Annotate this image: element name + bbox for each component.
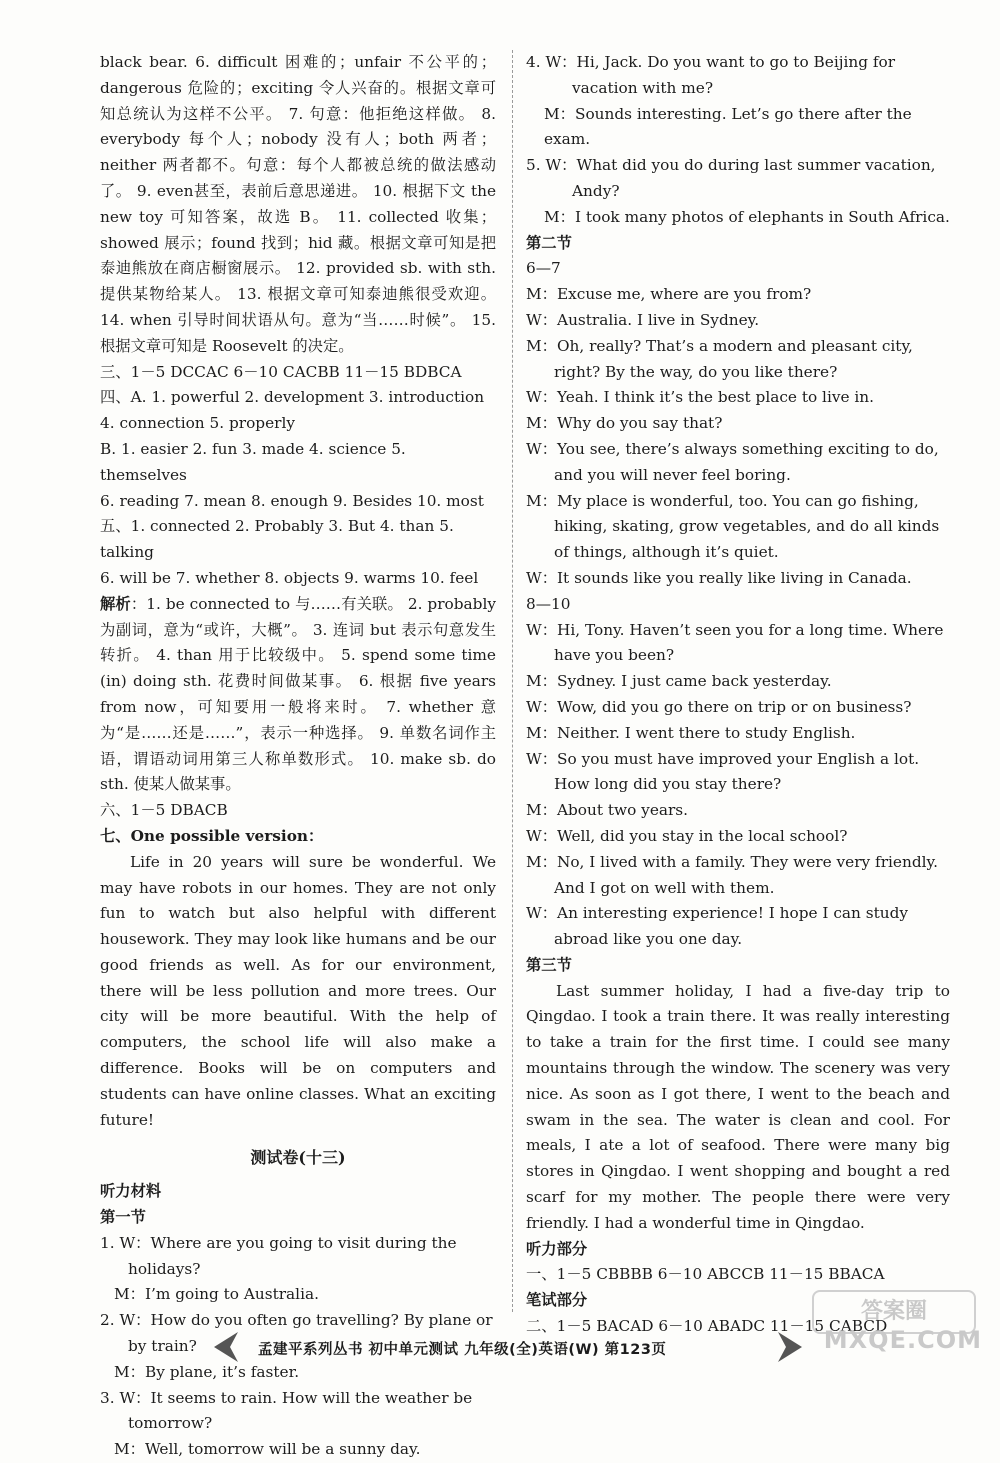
written-part-label: 笔试部分 bbox=[526, 1291, 588, 1310]
essay-text: Life in 20 years will sure be wonderful. We may have robots in our homes. They are not only fun to watch but also helpful with different housework. They may look like humans and be our good friends as well. As for our environment, there will be less pollution and more trees. Our city will be more beautiful. With the help of computers, the school life will also make a difference. Books will be on computers and students can have online classes. What an exciting future! bbox=[100, 852, 496, 1129]
dialog-line: M：My place is wonderful, too. You can go fishing, hiking, skating, grow vegetables, and do all kinds of things, although it’s quiet. bbox=[526, 491, 940, 562]
dialog-line: W：You see, there’s always something exciting to do, and you will never feel boring. bbox=[526, 439, 939, 484]
listening-part-label: 听力部分 bbox=[526, 1239, 588, 1258]
section-1-label: 第一节 bbox=[100, 1208, 146, 1227]
section-3-label: 第三节 bbox=[526, 955, 572, 974]
section-2-label: 第二节 bbox=[526, 233, 572, 252]
dialog-line: 3. W：It seems to rain. How will the weather be tomorrow? bbox=[100, 1388, 473, 1433]
range-label-8-10: 8—10 bbox=[526, 594, 571, 613]
dialog-line: M：About two years. bbox=[526, 801, 689, 820]
section-4a-line1: 四、A. 1. powerful 2. development 3. introduction bbox=[100, 388, 485, 407]
section-7-heading: 七、One possible version： bbox=[100, 826, 324, 845]
dialog-line: W：It sounds like you really like living in Canada. bbox=[526, 568, 912, 587]
footer-text: 孟建平系列丛书 初中单元测试 九年级(全)英语(W) 第123页 bbox=[258, 1342, 667, 1358]
explanation-text: ：1. be connected to 与……有关联。 2. probably 为副词，意为“或许，大概”。 3. 连词 but 表示句意发生转折。 4. than 用于比较级中。 5. spend some time (in) doing sth. 花费时间做某事。 6. 根据 five years from now，可知要用一般将来时。 7. whether 意为“是……还是……”，表示一种选择。 9. 单数名词作主语，谓语动词用第三人称单数形式。 10. make sb. do sth. 使某人做某事。 bbox=[100, 594, 496, 794]
dialog-line: W：So you must have improved your English a lot. How long did you stay there? bbox=[526, 749, 920, 794]
dialog-line: 1. W：Where are you going to visit during the holidays? bbox=[100, 1233, 457, 1278]
dialog-line: 5. W：What did you do during last summer vacation, Andy? bbox=[526, 156, 936, 200]
left-column bbox=[100, 50, 496, 1463]
dialog-line: M：Sounds interesting. Let’s go there after the exam. bbox=[544, 104, 912, 149]
dialog-line: W：Hi, Tony. Haven’t seen you for a long time. Where have you been? bbox=[526, 620, 944, 665]
dialog-line: 2. W：How do you often go travelling? By plane or by train? bbox=[100, 1311, 493, 1356]
dialog-line: W：Yeah. I think it’s the best place to live in. bbox=[526, 388, 875, 407]
section-1-answers: 一、1－5 CBBBB 6－10 ABCCB 11－15 BBACA bbox=[526, 1265, 885, 1284]
test-title: 测试卷(十三) bbox=[250, 1148, 346, 1168]
listening-passage bbox=[526, 979, 950, 1237]
dialog-line: M：Why do you say that? bbox=[526, 414, 723, 433]
right-column bbox=[526, 50, 950, 1340]
section-4b-line1: B. 1. easier 2. fun 3. made 4. science 5. themselves bbox=[100, 439, 406, 484]
section-4a-line2: 4. connection 5. properly bbox=[100, 414, 295, 433]
column-divider bbox=[512, 50, 513, 1312]
previous-arrow-icon bbox=[208, 1330, 244, 1364]
explanation-label: 解析 bbox=[100, 594, 131, 613]
dialog-line: M：Sydney. I just came back yesterday. bbox=[526, 672, 832, 691]
dialog-line: W：An interesting experience! I hope I can study abroad like you one day. bbox=[526, 904, 909, 949]
section-4b-line2: 6. reading 7. mean 8. enough 9. Besides 10. most bbox=[100, 491, 484, 510]
dialog-line: M：Excuse me, where are you from? bbox=[526, 285, 812, 304]
dialog-line: M：Well, tomorrow will be a sunny day. bbox=[114, 1440, 421, 1459]
dialog-8-10 bbox=[526, 618, 950, 953]
range-label-6-7: 6—7 bbox=[526, 259, 561, 278]
listening-material-label: 听力材料 bbox=[100, 1182, 162, 1201]
next-arrow-icon bbox=[772, 1330, 808, 1364]
answer-explanations-intro: black bear. 6. difficult 困难的；unfair 不公平的；dangerous 危险的；exciting 令人兴奋的。根据文章可知总统认为这样不公平。 7. 句意：他拒绝这样做。 8. everybody 每个人；nobody 没有人；both 两者；neither 两者都不。句意：每个人都被总统的做法感动了。 9. even甚至，表前后意思递进。 10. 根据下文 the new toy 可知答案，故选 B。 11. collected 收集；showed 展示；found 找到；hid 藏。根据文章可知是把泰迪熊放在商店橱窗展示。 12. provided sb. with sth. 提供某物给某人。 13. 根据文章可知泰迪熊很受欢迎。 14. when 引导时间状语从句。意为“当……时候”。 15. 根据文章可知是 Roosevelt 的决定。 bbox=[100, 53, 496, 355]
section-5-line2: 6. will be 7. whether 8. objects 9. warms 10. feel bbox=[100, 568, 479, 587]
section-2-answers: 二、1－5 BACAD 6－10 ABADC 11－15 CABCD bbox=[526, 1317, 888, 1336]
dialog-line: W：Well, did you stay in the local school? bbox=[526, 826, 848, 845]
dialog-line: M：Oh, really? That’s a modern and pleasant city, right? By the way, do you like there? bbox=[526, 336, 913, 381]
dialog-line: W：Australia. I live in Sydney. bbox=[526, 310, 760, 329]
dialog-line: M：No, I lived with a family. They were very friendly. And I got on well with them. bbox=[526, 852, 938, 897]
sample-essay bbox=[100, 850, 496, 1134]
dialog-line: M：Neither. I went there to study English. bbox=[526, 723, 856, 742]
section-6-answers: 六、1－5 DBACB bbox=[100, 801, 228, 820]
watermark-badge: 答案圈 bbox=[812, 1290, 976, 1334]
passage-text: Last summer holiday, I had a five-day trip to Qingdao. I took a train there. It was really interesting to take a train for the first time. I could see many mountains through the window. The scenery was very nice. As soon as I got there, I went to the beach and swam in the sea. The water is clean and cool. For meals, I ate a lot of seafood. There were many big stores in Qingdao. I went shopping and bought a red scarf for my mother. The people there were very friendly. I had a wonderful time in Qingdao. bbox=[526, 981, 950, 1232]
section-5-explanation bbox=[100, 592, 496, 798]
dialog-6-7 bbox=[526, 282, 950, 592]
dialog-line: W：Wow, did you go there on trip or on business? bbox=[526, 697, 912, 716]
dialog-line: M：I took many photos of elephants in South Africa. bbox=[544, 207, 950, 226]
section-5-line1: 五、1. connected 2. Probably 3. But 4. than 5. talking bbox=[100, 517, 454, 562]
dialog-line: M：I’m going to Australia. bbox=[114, 1285, 319, 1304]
dialog-line: M：By plane, it’s faster. bbox=[114, 1362, 300, 1381]
watermark-site: MXQE.COM bbox=[823, 1326, 982, 1354]
section-3-answers: 三、1－5 DCCAC 6－10 CACBB 11－15 BDBCA bbox=[100, 362, 462, 381]
dialog-line: 4. W：Hi, Jack. Do you want to go to Beijing for vacation with me? bbox=[526, 53, 896, 97]
